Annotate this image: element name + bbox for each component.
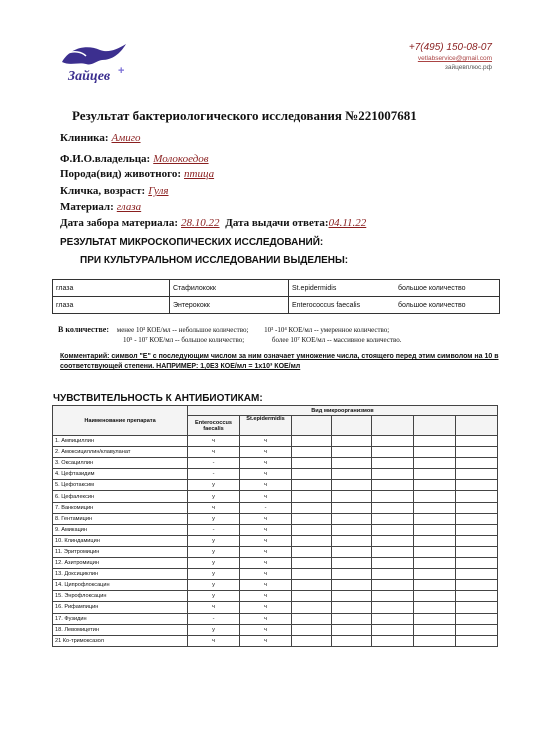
svg-text:+: + <box>118 65 125 77</box>
org2-sensitivity-cell: ч <box>240 513 292 524</box>
empty-cell <box>332 469 372 480</box>
date-taken-label: Дата забора материала: <box>60 217 179 229</box>
org2-sensitivity-cell: ч <box>240 491 292 502</box>
drug-name-cell: 8. Гентамицин <box>53 513 188 524</box>
quantity-line-1 <box>58 325 402 335</box>
empty-cell <box>414 480 456 491</box>
empty-cell <box>292 535 332 546</box>
org2-sensitivity-cell: ч <box>240 569 292 580</box>
table-row <box>53 613 498 624</box>
empty-cell <box>332 458 372 469</box>
empty-cell <box>414 558 456 569</box>
table-row <box>53 280 500 297</box>
website-link[interactable]: зайцевплюс.рф <box>444 64 492 71</box>
table-header-row <box>53 406 498 416</box>
empty-cell <box>414 436 456 447</box>
drug-name-cell: 17. Фузидин <box>53 613 188 624</box>
dates-field <box>60 217 366 229</box>
org2-sensitivity-cell: ч <box>240 535 292 546</box>
drug-name-cell: 14. Ципрофлоксацин <box>53 580 188 591</box>
finding-material: глаза <box>53 280 170 297</box>
breed-value: птица <box>184 168 215 180</box>
drug-name-cell: 1. Ампициллин <box>53 436 188 447</box>
empty-cell <box>372 624 414 635</box>
org2-sensitivity-cell: ч <box>240 624 292 635</box>
email-link[interactable]: vetlabservice@gmail.com <box>417 55 492 62</box>
empty-cell <box>372 524 414 535</box>
org1-sensitivity-cell: - <box>188 613 240 624</box>
empty-cell <box>456 546 498 557</box>
drug-name-cell: 16. Рифампицин <box>53 602 188 613</box>
drug-name-cell: 15. Энрофлоксацин <box>53 591 188 602</box>
org1-sensitivity-cell: - <box>188 524 240 535</box>
col-org2-header: St.epidermidis <box>240 416 292 436</box>
org1-sensitivity-cell: - <box>188 458 240 469</box>
pet-name-label: Кличка, возраст: <box>60 185 146 197</box>
table-row <box>53 524 498 535</box>
drug-name-cell: 18. Левомицетин <box>53 624 188 635</box>
org1-sensitivity-cell: ч <box>188 436 240 447</box>
finding-organism-lat: Enterococcus faecalis <box>289 297 396 314</box>
quantity-high: 10⁵ - 10⁷ КОЕ/мл -- большое количество; <box>123 336 245 344</box>
empty-cell <box>456 580 498 591</box>
date-issued-value: 04.11.22 <box>328 217 367 229</box>
table-row <box>53 624 498 635</box>
empty-cell <box>292 502 332 513</box>
clinic-value: Амиго <box>111 132 141 144</box>
empty-cell <box>372 491 414 502</box>
empty-cell <box>292 624 332 635</box>
empty-cell <box>456 591 498 602</box>
col-species-header: Вид микроорганизмов <box>188 406 498 416</box>
material-value: глаза <box>116 201 142 213</box>
table-row <box>53 513 498 524</box>
empty-cell <box>372 569 414 580</box>
empty-cell <box>372 480 414 491</box>
empty-cell <box>292 491 332 502</box>
empty-cell <box>414 613 456 624</box>
org1-sensitivity-cell: ч <box>188 502 240 513</box>
finding-organism-ru: Энтерококк <box>170 297 289 314</box>
breed-label: Порода(вид) животного: <box>60 168 181 180</box>
empty-cell <box>372 469 414 480</box>
table-row <box>53 491 498 502</box>
empty-cell <box>372 558 414 569</box>
org2-sensitivity-cell: ч <box>240 436 292 447</box>
org1-sensitivity-cell: у <box>188 569 240 580</box>
quantity-line-2 <box>58 335 402 345</box>
org2-sensitivity-cell: - <box>240 502 292 513</box>
table-row <box>53 469 498 480</box>
col-org1-header: Enterococcus faecalis <box>188 416 240 436</box>
empty-cell <box>372 613 414 624</box>
empty-cell <box>332 558 372 569</box>
empty-cell <box>414 591 456 602</box>
empty-cell <box>332 535 372 546</box>
empty-cell <box>372 458 414 469</box>
finding-amount: большое количество <box>395 297 500 314</box>
owner-field <box>60 153 209 165</box>
pet-name-value: Гуля <box>148 185 169 197</box>
micro-heading: РЕЗУЛЬТАТ МИКРОСКОПИЧЕСКИХ ИССЛЕДОВАНИЙ: <box>60 237 324 248</box>
empty-cell <box>332 502 372 513</box>
empty-cell <box>414 524 456 535</box>
drug-name-cell: 11. Эритромицин <box>53 546 188 557</box>
breed-field <box>60 168 214 180</box>
empty-cell <box>456 469 498 480</box>
table-row <box>53 535 498 546</box>
col-drug-header: Наименование препарата <box>53 406 188 436</box>
drug-name-cell: 21 Ко-тримоксазол <box>53 635 188 646</box>
empty-cell <box>456 502 498 513</box>
org1-sensitivity-cell: у <box>188 558 240 569</box>
quantity-moderate: 10³ -10⁴ КОЕ/мл -- умеренное количество; <box>264 326 390 334</box>
org2-sensitivity-cell: ч <box>240 546 292 557</box>
empty-cell <box>332 635 372 646</box>
empty-cell <box>456 447 498 458</box>
drug-name-cell: 13. Доксициклин <box>53 569 188 580</box>
empty-cell <box>414 535 456 546</box>
org1-sensitivity-cell: ч <box>188 447 240 458</box>
empty-cell <box>414 491 456 502</box>
empty-cell <box>414 624 456 635</box>
empty-cell <box>292 558 332 569</box>
org1-sensitivity-cell: у <box>188 491 240 502</box>
empty-cell <box>332 613 372 624</box>
material-label: Материал: <box>60 201 114 213</box>
org2-sensitivity-cell: ч <box>240 524 292 535</box>
empty-cell <box>372 602 414 613</box>
table-row <box>53 502 498 513</box>
empty-cell <box>332 602 372 613</box>
empty-cell <box>414 447 456 458</box>
empty-cell <box>456 458 498 469</box>
table-row <box>53 635 498 646</box>
empty-cell <box>332 546 372 557</box>
finding-amount: большое количество <box>395 280 500 297</box>
empty-cell <box>456 624 498 635</box>
org2-sensitivity-cell: ч <box>240 447 292 458</box>
empty-cell <box>456 513 498 524</box>
drug-name-cell: 9. Амикацин <box>53 524 188 535</box>
clinic-label: Клиника: <box>60 132 109 144</box>
empty-cell <box>292 546 332 557</box>
drug-name-cell: 6. Цефалексин <box>53 491 188 502</box>
phone-number: +7(495) 150-08-07 <box>408 42 492 53</box>
quantity-label: В количестве: <box>58 325 110 334</box>
empty-cell <box>372 580 414 591</box>
owner-label: Ф.И.О.владельца: <box>60 153 151 165</box>
org1-sensitivity-cell: у <box>188 580 240 591</box>
empty-cell <box>332 569 372 580</box>
empty-cell <box>456 524 498 535</box>
empty-cell <box>292 469 332 480</box>
empty-header <box>372 416 414 436</box>
org1-sensitivity-cell: у <box>188 624 240 635</box>
sensitivity-heading: ЧУВСТВИТЕЛЬНОСТЬ К АНТИБИОТИКАМ: <box>53 393 263 404</box>
empty-cell <box>292 613 332 624</box>
org2-sensitivity-cell: ч <box>240 458 292 469</box>
drug-name-cell: 7. Ванкомицин <box>53 502 188 513</box>
org2-sensitivity-cell: ч <box>240 591 292 602</box>
empty-cell <box>372 546 414 557</box>
empty-cell <box>332 480 372 491</box>
empty-cell <box>292 569 332 580</box>
antibiotics-body <box>53 436 498 647</box>
findings-table <box>52 279 500 314</box>
empty-cell <box>292 480 332 491</box>
empty-cell <box>292 602 332 613</box>
empty-header <box>332 416 372 436</box>
table-row <box>53 602 498 613</box>
drug-name-cell: 5. Цефотаксим <box>53 480 188 491</box>
finding-organism-lat: St.epidermidis <box>289 280 396 297</box>
report-title: Результат бактериологического исследования №221007681 <box>72 108 417 123</box>
table-row <box>53 458 498 469</box>
org1-sensitivity-cell: ч <box>188 602 240 613</box>
empty-header <box>456 416 498 436</box>
empty-cell <box>332 491 372 502</box>
quantity-legend <box>58 325 402 345</box>
drug-name-cell: 10. Клиндамицин <box>53 535 188 546</box>
empty-cell <box>414 513 456 524</box>
owner-value: Молокоедов <box>153 153 209 165</box>
table-row <box>53 447 498 458</box>
empty-cell <box>456 558 498 569</box>
org2-sensitivity-cell: ч <box>240 480 292 491</box>
org2-sensitivity-cell: ч <box>240 580 292 591</box>
empty-cell <box>332 624 372 635</box>
empty-cell <box>456 569 498 580</box>
empty-cell <box>292 635 332 646</box>
empty-cell <box>414 602 456 613</box>
empty-cell <box>292 458 332 469</box>
empty-header <box>292 416 332 436</box>
empty-cell <box>292 447 332 458</box>
org2-sensitivity-cell: ч <box>240 613 292 624</box>
comment-note: Комментарий: символ "Е" с последующим числом за ним означает умножение числа, стоящего перед этим символом на 10 в соответствующей степени. НАПРИМЕР: 1,0Е3 КОЕ/мл = 1х10³ КОЕ/мл <box>60 353 499 370</box>
table-row <box>53 569 498 580</box>
table-row <box>53 580 498 591</box>
zaitsev-plus-logo <box>56 40 136 88</box>
empty-cell <box>414 635 456 646</box>
table-row <box>53 480 498 491</box>
empty-cell <box>456 602 498 613</box>
empty-cell <box>456 613 498 624</box>
empty-cell <box>372 635 414 646</box>
material-field <box>60 201 141 213</box>
org1-sensitivity-cell: у <box>188 546 240 557</box>
empty-cell <box>292 524 332 535</box>
drug-name-cell: 4. Цефтазидим <box>53 469 188 480</box>
empty-cell <box>456 480 498 491</box>
empty-cell <box>414 502 456 513</box>
finding-material: глаза <box>53 297 170 314</box>
org1-sensitivity-cell: у <box>188 513 240 524</box>
org2-sensitivity-cell: ч <box>240 635 292 646</box>
table-row <box>53 558 498 569</box>
date-issued-label: Дата выдачи ответа: <box>225 217 329 229</box>
empty-header <box>414 416 456 436</box>
org2-sensitivity-cell: ч <box>240 469 292 480</box>
empty-cell <box>372 502 414 513</box>
drug-name-cell: 3. Оксациллин <box>53 458 188 469</box>
finding-organism-ru: Стафилококк <box>170 280 289 297</box>
org1-sensitivity-cell: у <box>188 535 240 546</box>
svg-text:Зайцев: Зайцев <box>68 69 111 84</box>
empty-cell <box>456 491 498 502</box>
org2-sensitivity-cell: ч <box>240 602 292 613</box>
empty-cell <box>414 458 456 469</box>
empty-cell <box>332 524 372 535</box>
empty-cell <box>372 513 414 524</box>
empty-cell <box>292 580 332 591</box>
empty-cell <box>456 635 498 646</box>
empty-cell <box>456 535 498 546</box>
table-row <box>53 297 500 314</box>
quantity-massive: более 10⁷ КОЕ/мл -- массивное количество. <box>271 336 402 344</box>
table-row <box>53 591 498 602</box>
empty-cell <box>292 436 332 447</box>
empty-cell <box>292 513 332 524</box>
empty-cell <box>332 447 372 458</box>
org1-sensitivity-cell: - <box>188 469 240 480</box>
clinic-field <box>60 132 141 144</box>
pet-name-field <box>60 185 169 197</box>
empty-cell <box>372 591 414 602</box>
empty-cell <box>292 591 332 602</box>
drug-name-cell: 12. Азитромицин <box>53 558 188 569</box>
contact-block <box>409 42 492 71</box>
empty-cell <box>372 447 414 458</box>
drug-name-cell: 2. Амоксициллин/клавуланат <box>53 447 188 458</box>
org1-sensitivity-cell: у <box>188 591 240 602</box>
org1-sensitivity-cell: у <box>188 480 240 491</box>
empty-cell <box>332 591 372 602</box>
date-taken-value: 28.10.22 <box>181 217 220 229</box>
empty-cell <box>332 436 372 447</box>
empty-cell <box>414 546 456 557</box>
org2-sensitivity-cell: ч <box>240 558 292 569</box>
empty-cell <box>332 580 372 591</box>
empty-cell <box>414 569 456 580</box>
empty-cell <box>414 580 456 591</box>
table-row <box>53 436 498 447</box>
empty-cell <box>414 469 456 480</box>
table-row <box>53 546 498 557</box>
org1-sensitivity-cell: ч <box>188 635 240 646</box>
empty-cell <box>456 436 498 447</box>
empty-cell <box>332 513 372 524</box>
empty-cell <box>372 436 414 447</box>
antibiotics-table <box>52 405 498 647</box>
culture-heading: ПРИ КУЛЬТУРАЛЬНОМ ИССЛЕДОВАНИИ ВЫДЕЛЕНЫ: <box>80 255 349 266</box>
empty-cell <box>372 535 414 546</box>
quantity-low: менее 10³ КОЕ/мл -- небольшое количество; <box>116 326 249 334</box>
